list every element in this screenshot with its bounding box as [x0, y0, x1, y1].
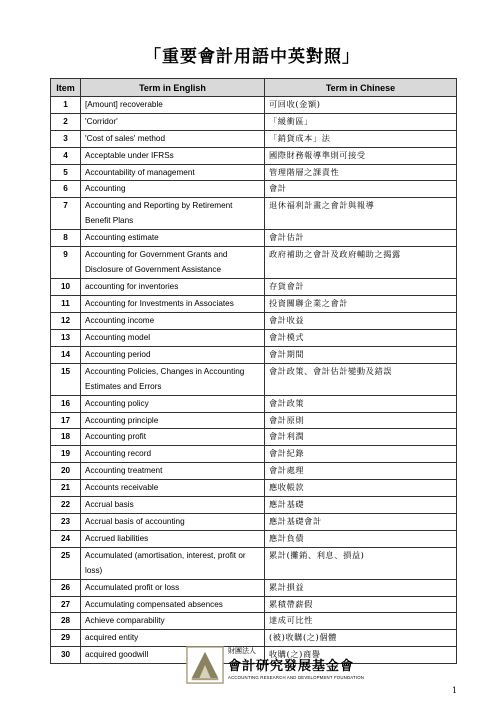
row-chinese-term: (被)收購(之)個體 [265, 630, 457, 647]
row-english-term: Accounting period [81, 346, 265, 363]
row-english-term: Accounting estimate [81, 230, 265, 247]
row-english-term: Accumulating compensated absences [81, 596, 265, 613]
logo-org-english: ACCOUNTING RESEARCH AND DEVELOPMENT FOUNDATION [228, 675, 365, 680]
row-chinese-term: 累積帶薪假 [265, 596, 457, 613]
table-row [51, 113, 457, 130]
row-chinese-term: 應計負債 [265, 530, 457, 547]
table-row [51, 463, 457, 480]
row-english-term: Accounting for Investments in Associates [81, 296, 265, 313]
table-row [51, 530, 457, 547]
row-english-term: Accountability of management [81, 164, 265, 181]
row-item-number: 1 [51, 97, 81, 114]
row-chinese-term: 會計政策 [265, 395, 457, 412]
row-chinese-term: 會計政策、會計估計變動及錯誤 [265, 363, 457, 395]
table-row [51, 346, 457, 363]
row-item-number: 20 [51, 463, 81, 480]
row-english-term: Accounting and Reporting by Retirement Benefit Plans [81, 198, 265, 230]
row-english-term: Accounting Policies, Changes in Accounting Estimates and Errors [81, 363, 265, 395]
header-english: Term in English [81, 79, 265, 97]
row-english-term: Accumulated (amortisation, interest, profit or loss) [81, 547, 265, 579]
table-row [51, 147, 457, 164]
table-row [51, 313, 457, 330]
table-row [51, 279, 457, 296]
table-row [51, 363, 457, 395]
row-chinese-term: 累計(攤銷、利息、損益) [265, 547, 457, 579]
row-english-term: Accounting profit [81, 429, 265, 446]
row-english-term: 'Corridor' [81, 113, 265, 130]
row-item-number: 21 [51, 480, 81, 497]
row-english-term: Accounts receivable [81, 480, 265, 497]
table-row [51, 296, 457, 313]
page-number: 1 [452, 686, 458, 695]
row-chinese-term: 退休福利計畫之會計與報導 [265, 198, 457, 230]
row-item-number: 22 [51, 497, 81, 514]
row-chinese-term: 管理階層之課責性 [265, 164, 457, 181]
foundation-logo [186, 646, 365, 686]
row-chinese-term: 應收帳款 [265, 480, 457, 497]
table-row [51, 395, 457, 412]
table-row [51, 596, 457, 613]
row-item-number: 17 [51, 412, 81, 429]
row-chinese-term: 國際財務報導準則可接受 [265, 147, 457, 164]
header-chinese: Term in Chinese [265, 79, 457, 97]
row-chinese-term: 政府補助之會計及政府輔助之揭露 [265, 247, 457, 279]
row-chinese-term: 會計收益 [265, 313, 457, 330]
row-chinese-term: 會計模式 [265, 329, 457, 346]
row-item-number: 6 [51, 181, 81, 198]
row-item-number: 28 [51, 613, 81, 630]
row-item-number: 14 [51, 346, 81, 363]
table-row [51, 579, 457, 596]
table-row [51, 247, 457, 279]
row-english-term: Accrual basis [81, 497, 265, 514]
table-row [51, 412, 457, 429]
document-title: 「重要會計用語中英對照」 [144, 47, 360, 67]
table-row [51, 513, 457, 530]
logo-org-name: 會計研究發展基金會 [228, 659, 355, 674]
row-chinese-term: 會計 [265, 181, 457, 198]
row-chinese-term: 應計基礎 [265, 497, 457, 514]
row-english-term: Accounting income [81, 313, 265, 330]
row-item-number: 23 [51, 513, 81, 530]
row-english-term: acquired goodwill [81, 647, 265, 664]
row-chinese-term: 會計利潤 [265, 429, 457, 446]
row-english-term: [Amount] recoverable [81, 97, 265, 114]
row-item-number: 19 [51, 446, 81, 463]
row-item-number: 18 [51, 429, 81, 446]
table-row [51, 630, 457, 647]
row-english-term: Acceptable under IFRSs [81, 147, 265, 164]
row-chinese-term: 會計處理 [265, 463, 457, 480]
row-chinese-term: 會計紀錄 [265, 446, 457, 463]
row-item-number: 25 [51, 547, 81, 579]
row-chinese-term: 存貨會計 [265, 279, 457, 296]
row-item-number: 5 [51, 164, 81, 181]
row-english-term: Accounting record [81, 446, 265, 463]
row-item-number: 4 [51, 147, 81, 164]
row-item-number: 24 [51, 530, 81, 547]
row-item-number: 9 [51, 247, 81, 279]
ardf-logo-icon [186, 646, 224, 684]
row-english-term: acquired entity [81, 630, 265, 647]
row-item-number: 16 [51, 395, 81, 412]
table-row [51, 130, 457, 147]
row-chinese-term: 累計損益 [265, 579, 457, 596]
row-english-term: Accounting principle [81, 412, 265, 429]
table-row [51, 181, 457, 198]
row-chinese-term: 收購(之)商譽 [265, 647, 457, 664]
header-item: Item [51, 79, 81, 97]
row-item-number: 15 [51, 363, 81, 395]
table-row [51, 497, 457, 514]
row-item-number: 7 [51, 198, 81, 230]
table-header-row [51, 79, 457, 97]
row-chinese-term: 「緩衝區」 [265, 113, 457, 130]
table-row [51, 198, 457, 230]
table-row [51, 97, 457, 114]
table-row [51, 230, 457, 247]
row-chinese-term: 可回收(金額) [265, 97, 457, 114]
glossary-table [50, 78, 457, 664]
row-item-number: 2 [51, 113, 81, 130]
row-english-term: Accounting policy [81, 395, 265, 412]
row-english-term: 'Cost of sales' method [81, 130, 265, 147]
table-row [51, 547, 457, 579]
row-english-term: accounting for inventories [81, 279, 265, 296]
row-item-number: 26 [51, 579, 81, 596]
row-chinese-term: 應計基礎會計 [265, 513, 457, 530]
table-row [51, 329, 457, 346]
row-item-number: 30 [51, 647, 81, 664]
table-row [51, 446, 457, 463]
row-item-number: 29 [51, 630, 81, 647]
row-english-term: Accounting model [81, 329, 265, 346]
table-row [51, 429, 457, 446]
row-item-number: 12 [51, 313, 81, 330]
row-item-number: 13 [51, 329, 81, 346]
row-chinese-term: 會計估計 [265, 230, 457, 247]
row-item-number: 3 [51, 130, 81, 147]
row-english-term: Accrued liabilities [81, 530, 265, 547]
row-english-term: Achieve comparability [81, 613, 265, 630]
row-chinese-term: 達成可比性 [265, 613, 457, 630]
row-english-term: Accounting for Government Grants and Disclosure of Government Assistance [81, 247, 265, 279]
row-english-term: Accrual basis of accounting [81, 513, 265, 530]
table-row [51, 613, 457, 630]
row-english-term: Accounting [81, 181, 265, 198]
row-item-number: 27 [51, 596, 81, 613]
table-row [51, 164, 457, 181]
logo-org-prefix: 財團法人 [228, 647, 256, 655]
row-item-number: 11 [51, 296, 81, 313]
row-english-term: Accounting treatment [81, 463, 265, 480]
row-chinese-term: 「銷貨成本」法 [265, 130, 457, 147]
row-chinese-term: 會計期間 [265, 346, 457, 363]
row-item-number: 8 [51, 230, 81, 247]
row-item-number: 10 [51, 279, 81, 296]
row-chinese-term: 投資關聯企業之會計 [265, 296, 457, 313]
row-english-term: Accumulated profit or loss [81, 579, 265, 596]
table-row [51, 480, 457, 497]
row-chinese-term: 會計原則 [265, 412, 457, 429]
